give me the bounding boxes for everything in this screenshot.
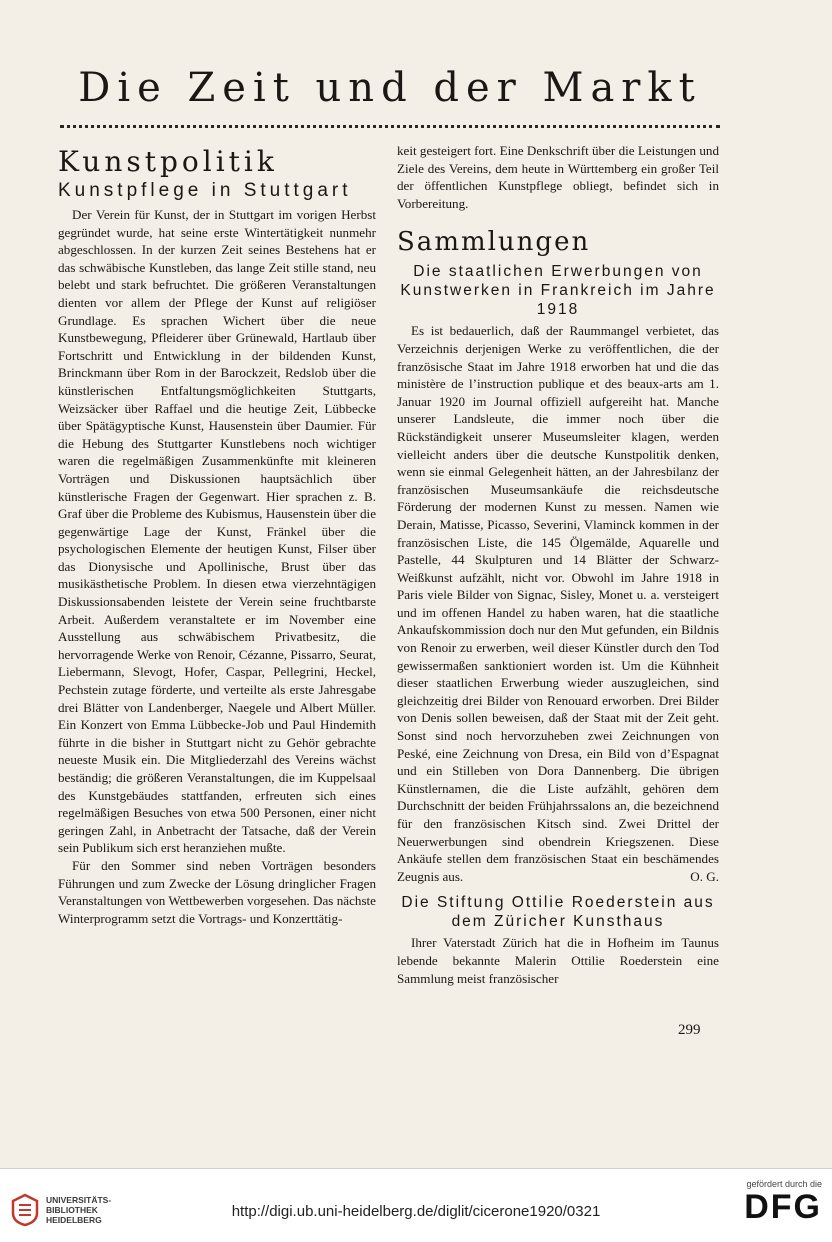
article-paragraph: Der Verein für Kunst, der in Stuttgart im vorigen Herbst gegründet wurde, hat seine erste Wintertätigkeit nunmehr abgeschlossen. In der kurzen Zeit seines Bestehens hat er das schwäbische Kunstleben, das lange Zeit stille stand, neu belebt und stark befruchtet. Die größeren Veranstaltungen dienten vor allem der Pflege der Kunst auf religiöser Grundlage. Es sprachen Wichert über die neue Kunstbewegung, Pfleiderer über Grünewald, Hartlaub über Fortschritt und Entwicklung in der bildenden Kunst, Brinckmann über Rom in der Barockzeit, Redslob über die künstlerischen Entfaltungsmöglichkeiten Stuttgarts, Weizsäcker über Raffael und die heutige Zeit, Lübbecke über Spätägyptische Kunst, Hausenstein über Daumier. Für die Hebung des Stuttgarter Kunstlebens noch wichtiger waren die regelmäßigen Zusammenkünfte mit kleineren Vorträgen und Diskussionen hauptsächlich über künstlerische Fragen der Gegenwart. Hier sprachen z. B. Graf über die Probleme des Kubismus, Hausenstein über die gegenwärtige Lage der Kunst, Fränkel über die psychologischen Elemente der heutigen Kunst, Filser über das Dionysische und Apollinische, Brust über das musikästhetische Problem. In diesen etwa vierzehntägigen Diskussionsabenden leistete der Verein seine fruchtbarste Arbeit. Außerdem veranstaltete er im November eine Ausstellung aus schwäbischem Privatbesitz, die hervorragende Werke von Renoir, Cézanne, Pissarro, Seurat, Liebermann, Slevogt, Hofer, Caspar, Pellegrini, Heckel, Pechstein zutage förderte, und verteilte als erste Jahresgabe drei Blätter von Landenberger, Naegele und Albert Müller. Ein Konzert von Emma Lübbecke-Job und Paul Hindemith führte in die bisher in Stuttgart nicht zu Gehör gebrachte neueste Musik ein. Die Mitgliederzahl des Vereins wächst beständig; die größeren Veranstaltungen, die im Kuppelsaal des Kunstgebäudes stattfanden, erfreuten sich eines regelmäßigen Besuches von etwa 500 Personen, einer nicht geringen Zahl, in Anbetracht der Tatsache, daß der Verein sein Publikum sich erst heranziehen mußte. [58,207,376,856]
funding-text: gefördert durch die [746,1179,822,1189]
library-line: HEIDELBERG [46,1215,102,1225]
library-line: UNIVERSITÄTS- [46,1195,112,1205]
article-text: Es ist bedauerlich, daß der Raummangel verbietet, das Verzeichnis derjenigen Werke zu veröffentlichen, die der französische Staat im Jahre 1918 erworben hat und die das ministère de l’instruction publique et des beaux-arts am 1. Januar 1920 im Journal offiziell aufgereiht hat. Manche unserer Landsleute, die immer noch über die Rückständigkeit unserer Museumsleiter klagen, werden vielleicht anders über die deutsche Kunstpolitik denken, wenn sie einmal Gelegenheit hätten, an der Jahresbilanz der französischen Museumsankäufe die reichsdeutsche Förderung der modernen Kunst zu messen. Namen wie Derain, Matisse, Picasso, Severini, Vlaminck kommen in der französischen Liste, die 145 Ölgemälde, Aquarelle und Pastelle, 44 Skulpturen und 14 Blätter der Schwarz-Weißkunst aufzählt, nicht vor. Obwohl im Jahre 1918 in Paris viele Bilder von Signac, Sisley, Monet u. a. versteigert und im offenen Handel zu haben waren, hat die staatliche Ankaufskommission doch nur den Mut gefunden, ein Bildnis von Renoir zu erwerben, weil dieser Künstler durch den Tod gewissermaßen sanktioniert worden ist. Um die Kühnheit dieser staatlichen Erwerbung wieder auszugleichen, sind gleichzeitig drei Bilder von Renouard erworben. Drei Bilder von Denis sollen beweisen, daß der Staat mit der Zeit geht. Sonst sind noch hervorzuheben zwei Zeichnungen von Peské, eine Zeichnung von Dresa, ein Bild von d’Espagnat und ein Stilleben von Dora Dannenberg. Die übrigen Künstlernamen, die die Liste aufzählt, gehören dem Durchschnitt der beiden Frühjahrssalons an, die bezeichnend für den französischen Kitsch sind. Zwei Drittel der Neuerwerbungen sind obendrein Kriegszenen. Diese Ankäufe stellen dem französischen Staat ein beschämendes Zeugnis aus. [397,323,719,884]
right-column [397,142,719,987]
article-paragraph: Für den Sommer sind neben Vorträgen besonders Führungen und zum Zwecke der Lösung dringlicher Fragen Veranstaltungen von Wettbewerben vorgesehen. Das nächste Winterprogramm setzt die Vortrags- und Konzerttätig- [58,857,376,926]
subsection-title-stuttgart: Kunstpflege in Stuttgart [58,180,352,201]
article-continuation: keit gesteigert fort. Eine Denkschrift über die Leistungen und Ziele des Vereins, dem heute in Württemberg ein großer Teil der öffentlichen Kunstpflege obliegt, befindet sich in Vorbereitung. [397,143,719,211]
section-title-sammlungen: Sammlungen [397,227,591,258]
dfg-logo[interactable] [732,1179,822,1225]
dfg-wordmark: DFG [744,1188,822,1226]
page-number: 299 [678,1022,701,1038]
header-divider [60,125,720,128]
article-paragraph: Ihrer Vaterstadt Zürich hat die in Hofheim im Taunus lebende bekannte Malerin Ottilie Roederstein eine Sammlung meist französischer [397,935,719,986]
section-title-kunstpolitik: Kunstpolitik [58,145,278,178]
subsection-title-stiftung: Die Stiftung Ottilie Roederstein aus dem Züricher Kunsthaus [401,894,715,931]
viewer-footer [0,1168,832,1242]
author-signature: O. G. [690,868,719,884]
article-paragraph [397,322,719,885]
subsection-title-erwerbungen: Die staatlichen Erwerbungen von Kunstwerken in Frankreich im Jahre 1918 [400,263,716,319]
library-line: BIBLIOTHEK [46,1205,98,1215]
left-column [58,142,376,927]
page-header-title: Die Zeit und der Markt [78,65,702,111]
permalink-url[interactable]: http://digi.ub.uni-heidelberg.de/diglit/cicerone1920/0321 [231,1203,601,1220]
